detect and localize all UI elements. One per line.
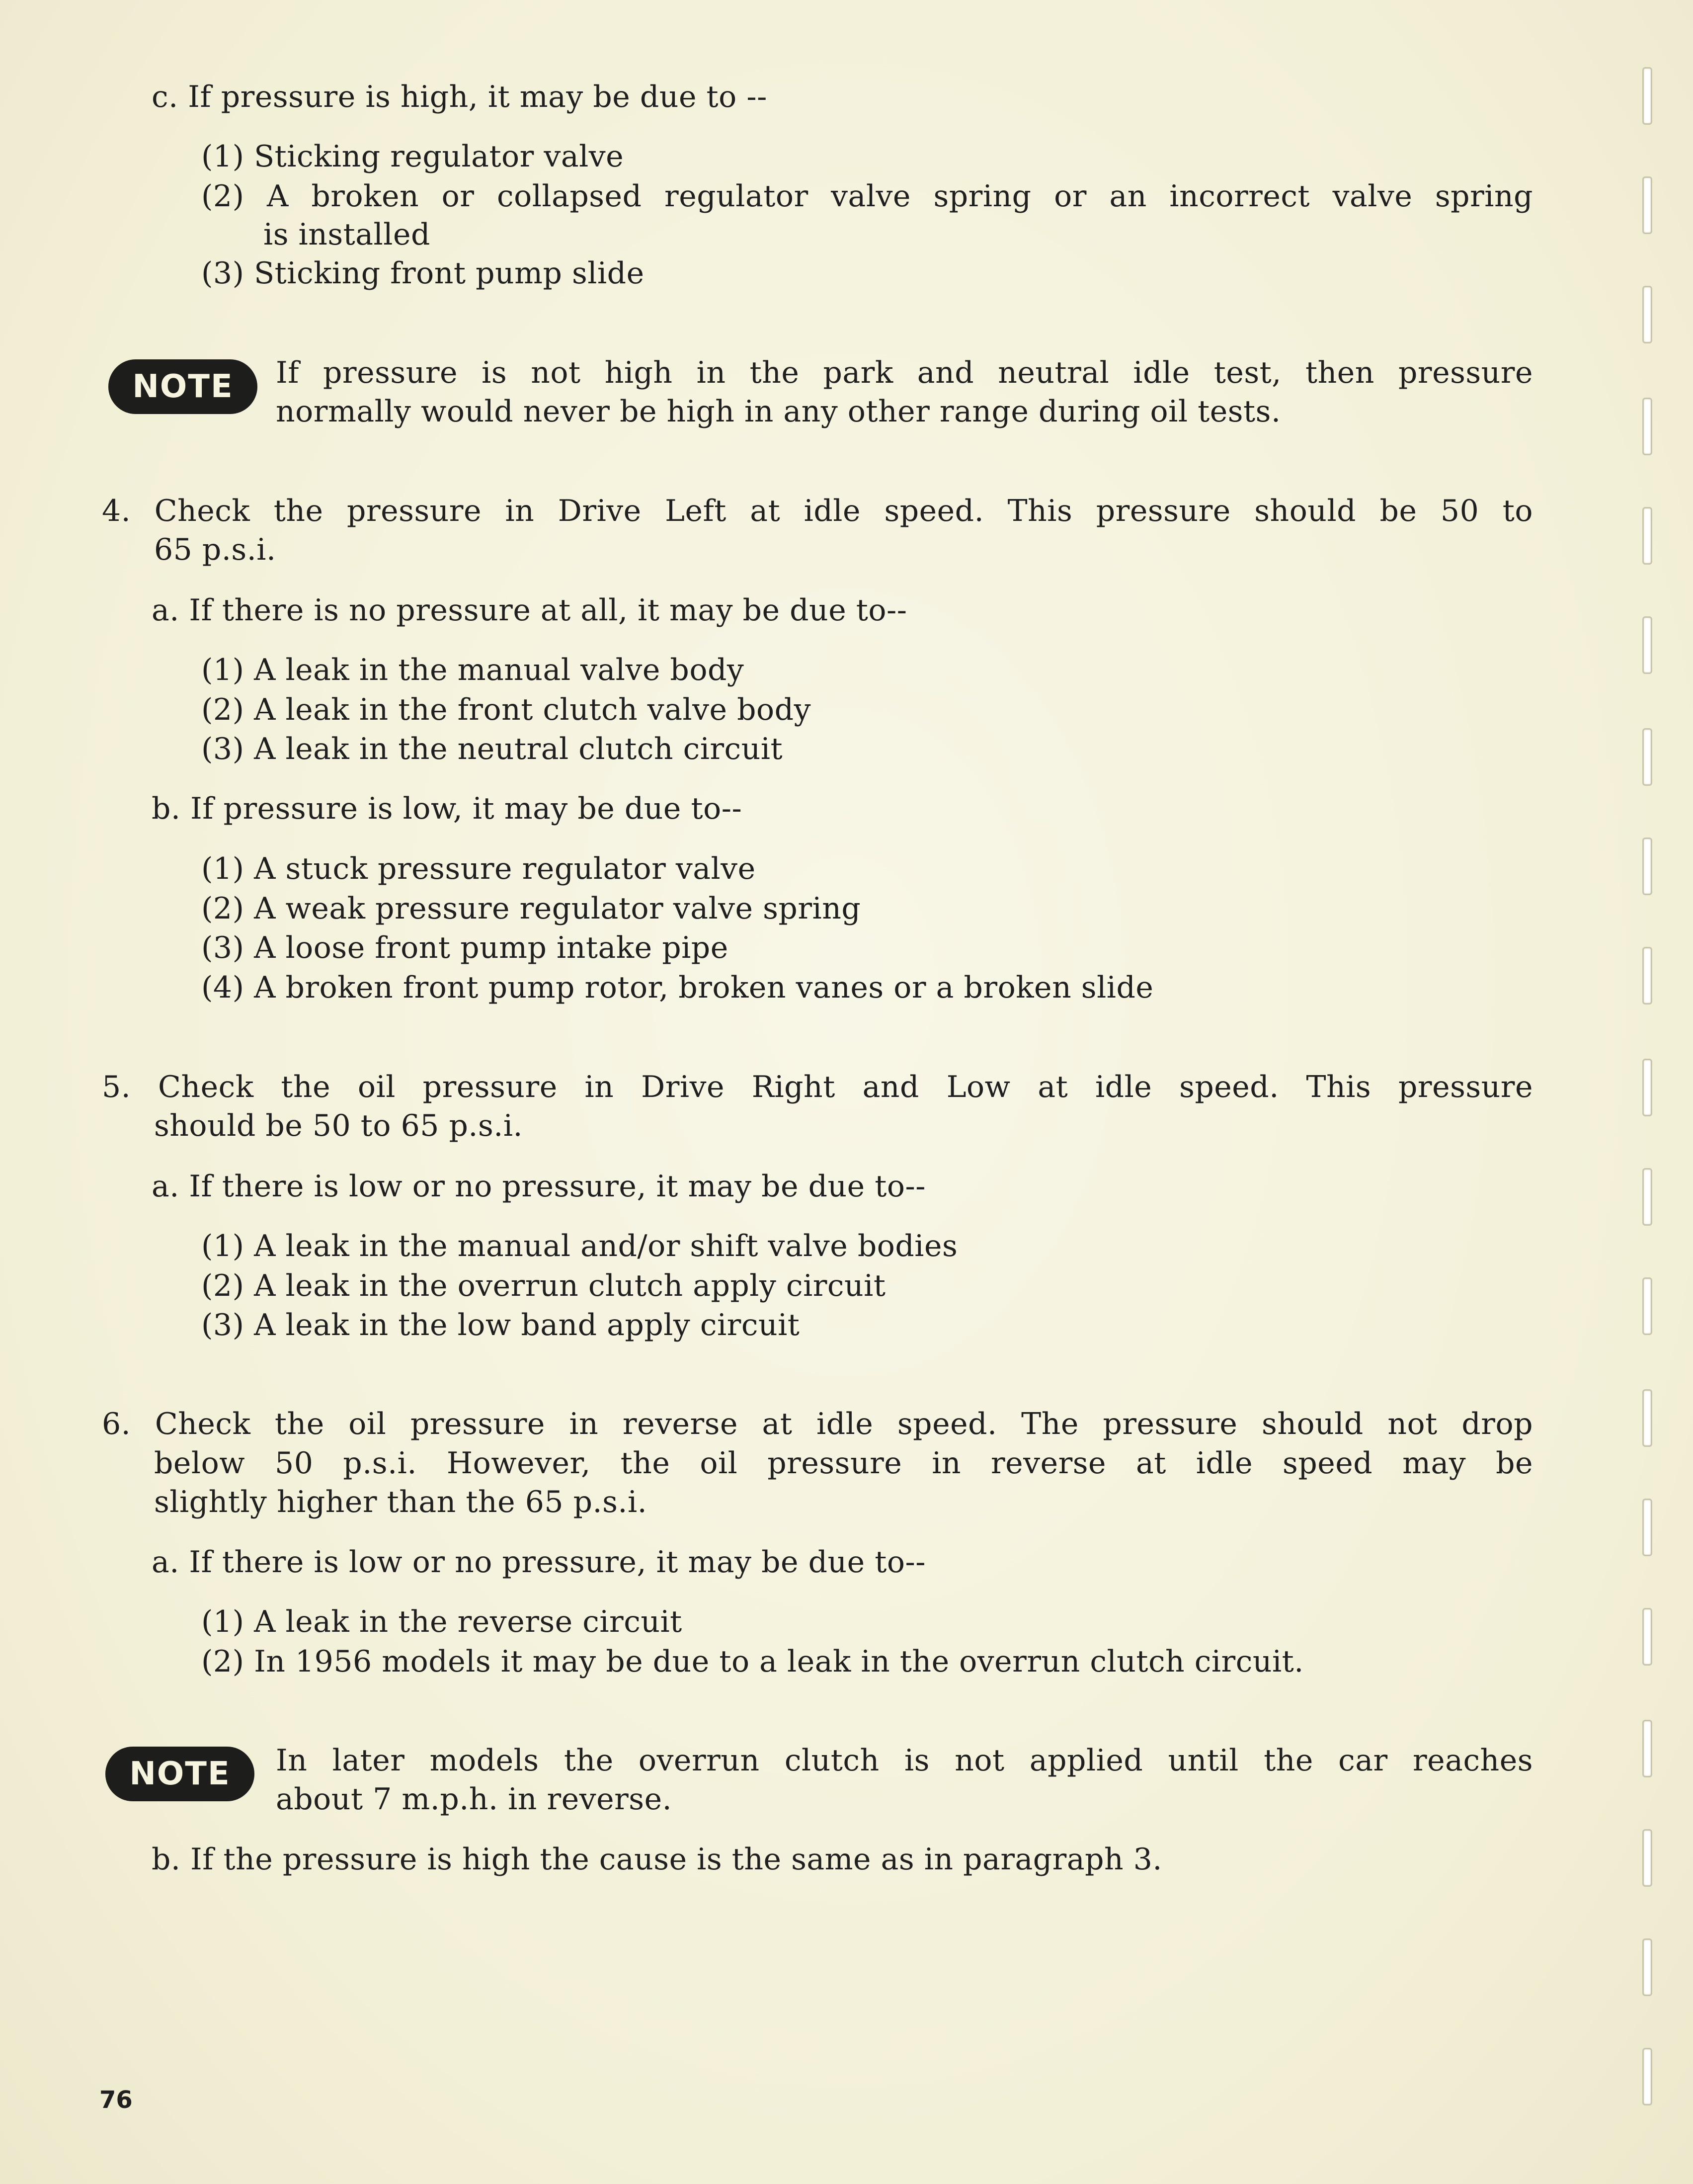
binder-hole [1642,947,1652,1005]
list-item: (2) A leak in the front clutch valve body [201,692,811,727]
subitem-heading: b. If the pressure is high the cause is the same as in paragraph 3. [152,1842,1163,1877]
binder-hole [1642,507,1652,565]
binder-hole [1642,616,1652,674]
note-text: In later models the overrun clutch is not applied until the car reaches [276,1743,1533,1778]
list-item: (2) A weak pressure regulator valve spring [201,891,861,926]
subitem-heading: a. If there is no pressure at all, it may be due to-- [152,593,907,628]
step-text: 6. Check the oil pressure in reverse at idle speed. The pressure should not drop [102,1407,1533,1441]
note-badge: NOTE [105,1747,254,1801]
binder-hole [1642,67,1652,125]
list-item: (3) A leak in the neutral clutch circuit [201,732,783,766]
list-item: (2) A leak in the overrun clutch apply circuit [201,1268,886,1303]
step-text: below 50 p.s.i. However, the oil pressure in reverse at idle speed may be [154,1446,1533,1481]
step-text: should be 50 to 65 p.s.i. [154,1108,523,1143]
step-text: 5. Check the oil pressure in Drive Right and Low at idle speed. This pressure [102,1070,1533,1104]
list-item: (4) A broken front pump rotor, broken vanes or a broken slide [201,970,1154,1005]
list-item-continuation: is installed [263,217,430,252]
subitem-heading: b. If pressure is low, it may be due to-- [152,791,742,826]
list-item: (2) A broken or collapsed regulator valve spring or an incorrect valve spring [201,179,1533,214]
list-item: (3) A leak in the low band apply circuit [201,1308,800,1343]
subitem-heading: a. If there is low or no pressure, it may be due to-- [152,1169,926,1204]
binder-hole [1642,1389,1652,1447]
binder-hole [1642,1499,1652,1556]
subitem-heading: c. If pressure is high, it may be due to -- [152,80,767,114]
list-item: (2) In 1956 models it may be due to a leak in the overrun clutch circuit. [201,1644,1304,1679]
list-item: (1) A stuck pressure regulator valve [201,851,756,886]
list-item: (1) A leak in the manual and/or shift valve bodies [201,1229,958,1263]
binder-hole [1642,286,1652,343]
binder-hole [1642,838,1652,895]
list-item: (1) A leak in the reverse circuit [201,1604,682,1639]
binder-hole [1642,398,1652,455]
list-item: (3) A loose front pump intake pipe [201,930,728,965]
binder-hole [1642,1277,1652,1335]
step-text: slightly higher than the 65 p.s.i. [154,1485,647,1519]
binder-hole [1642,1168,1652,1226]
binder-hole [1642,728,1652,786]
binder-hole [1642,176,1652,234]
subitem-heading: a. If there is low or no pressure, it may be due to-- [152,1545,926,1580]
page-number: 76 [99,2086,133,2114]
binder-hole [1642,1608,1652,1666]
binder-hole [1642,1829,1652,1887]
binder-hole [1642,1720,1652,1777]
binder-hole [1642,2048,1652,2105]
note-badge: NOTE [108,359,257,414]
binder-hole [1642,1059,1652,1116]
binder-hole [1642,1938,1652,1996]
step-text: 65 p.s.i. [154,532,276,567]
list-item: (1) A leak in the manual valve body [201,653,744,687]
note-text: If pressure is not high in the park and neutral idle test, then pressure [276,355,1533,390]
note-text: normally would never be high in any other range during oil tests. [276,394,1281,429]
list-item: (3) Sticking front pump slide [201,256,645,291]
note-text: about 7 m.p.h. in reverse. [276,1782,672,1817]
list-item: (1) Sticking regulator valve [201,139,624,174]
step-text: 4. Check the pressure in Drive Left at idle speed. This pressure should be 50 to [102,494,1533,528]
